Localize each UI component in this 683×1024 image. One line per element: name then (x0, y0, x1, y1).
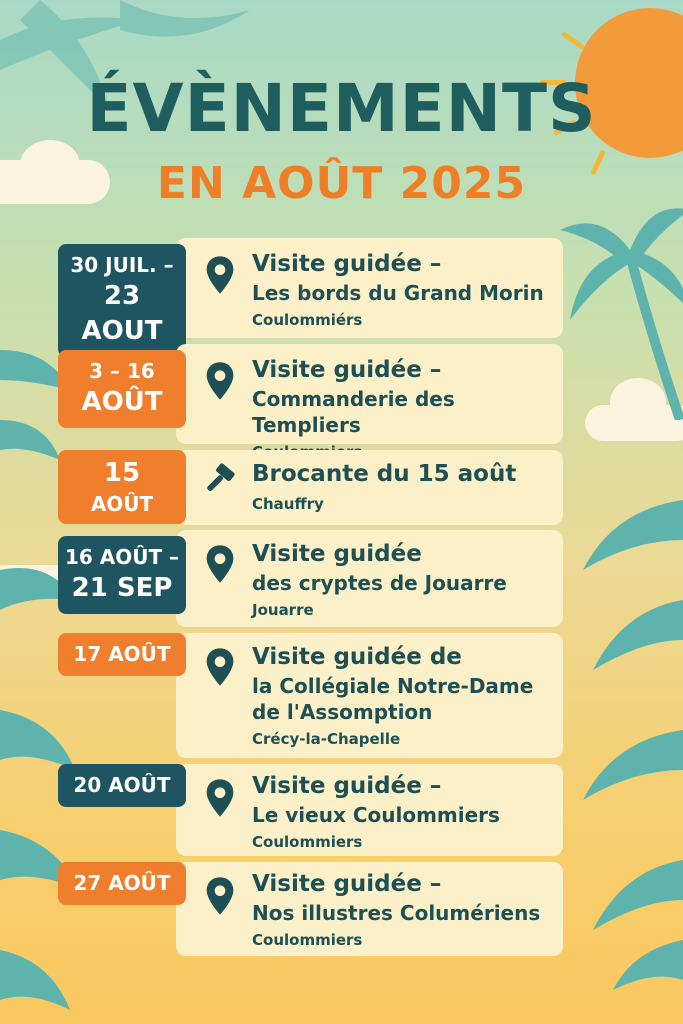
location-pin-icon (203, 361, 237, 401)
event-title: Commanderie des Templiers (252, 386, 455, 437)
date-line: 20 AOÛT (73, 773, 171, 797)
event-item[interactable] (58, 862, 563, 956)
palm-tree-right (560, 190, 683, 420)
location-pin-icon (203, 255, 237, 295)
event-title: la Collégiale Notre-Dame (252, 673, 534, 698)
date-line: 15 (103, 458, 141, 488)
palm-leaves-right (573, 480, 683, 1000)
event-title: Visite guidée de (252, 644, 462, 670)
event-title: Visite guidée – (252, 357, 442, 383)
event-title: Visite guidée – (252, 773, 442, 799)
event-item[interactable] (58, 530, 563, 627)
event-item[interactable] (58, 450, 563, 525)
event-location: Coulommiers (252, 930, 363, 949)
event-location: Coulommiérs (252, 310, 363, 329)
sun-ray (561, 31, 585, 50)
page-subtitle: EN AOÛT 2025 (156, 158, 527, 209)
event-title: Brocante du 15 août (252, 461, 517, 487)
event-item[interactable] (58, 344, 563, 444)
date-badge (58, 764, 186, 807)
event-title: Visite guidée – (252, 871, 442, 897)
date-line: 30 JUIL. – (70, 253, 174, 277)
location-pin-icon (203, 778, 237, 818)
date-line: AOÛT (81, 387, 163, 417)
event-location: Coulommiers (252, 832, 363, 851)
event-item[interactable] (58, 238, 563, 347)
event-title: Le vieux Coulommiers (252, 802, 500, 827)
date-line: AOÛT (90, 492, 154, 517)
date-line: 23 AOUT (81, 281, 163, 347)
event-title: Visite guidée (252, 541, 422, 567)
page-title: ÉVÈNEMENTS (86, 70, 597, 147)
event-title: des cryptes de Jouarre (252, 570, 507, 595)
date-badge (58, 244, 186, 357)
date-line: 17 AOÛT (73, 642, 171, 666)
date-badge (58, 350, 186, 428)
date-line: 21 SEP (71, 573, 173, 603)
date-badge (58, 633, 186, 676)
date-badge (58, 862, 186, 905)
event-item[interactable] (58, 764, 563, 856)
date-line: 3 – 16 (89, 359, 155, 383)
date-badge (58, 536, 186, 614)
event-title: de l'Assomption (252, 699, 433, 724)
location-pin-icon (203, 544, 237, 584)
date-badge (58, 450, 186, 524)
location-pin-icon (203, 876, 237, 916)
event-title: Visite guidée – (252, 251, 442, 277)
event-location: Chauffry (252, 494, 324, 513)
hammer-icon (203, 462, 237, 502)
event-title: Les bords du Grand Morin (252, 280, 544, 305)
event-location: Jouarre (252, 600, 314, 619)
date-line: 16 AOÛT – (64, 545, 180, 569)
event-item[interactable] (58, 633, 563, 758)
event-location: Crécy-la-Chapelle (252, 729, 401, 748)
event-title: Nos illustres Columériens (252, 900, 541, 925)
date-line: 27 AOÛT (73, 871, 171, 895)
location-pin-icon (203, 647, 237, 687)
